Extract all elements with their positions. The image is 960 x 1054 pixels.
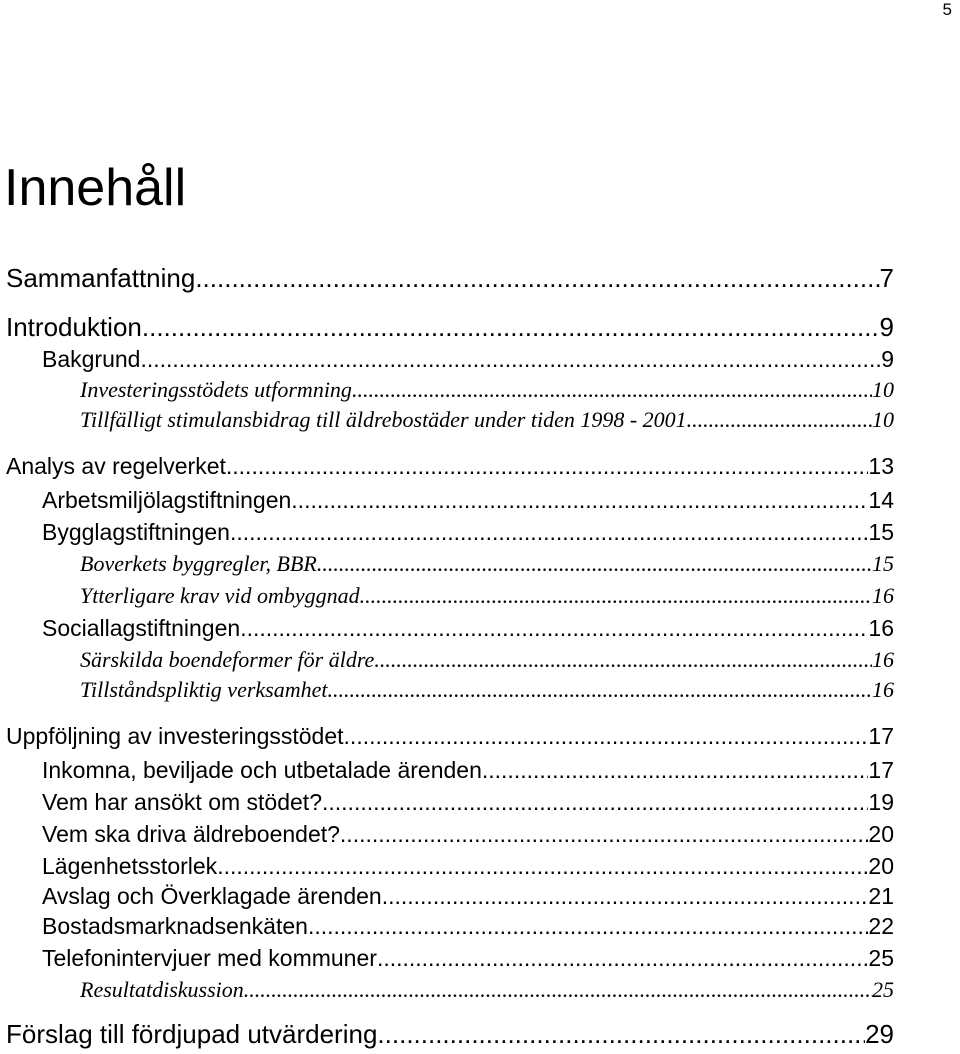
toc-entry[interactable]	[80, 646, 894, 674]
toc-page-number: 20	[868, 853, 894, 879]
toc-entry[interactable]	[80, 550, 894, 578]
toc-page-number: 25	[868, 945, 894, 971]
toc-leader	[374, 646, 872, 674]
toc-entry-label: Uppföljning av investeringsstödet	[6, 723, 344, 749]
toc-page-number: 22	[868, 913, 894, 939]
page-number: 5	[942, 0, 952, 19]
toc-entry-label: Sammanfattning	[6, 263, 196, 293]
toc-entry[interactable]	[42, 820, 894, 848]
toc-leader	[322, 788, 868, 816]
toc-entry[interactable]	[80, 406, 894, 434]
toc-leader	[226, 452, 869, 480]
toc-entry[interactable]	[6, 722, 894, 750]
toc-entry-label: Introduktion	[6, 312, 142, 342]
toc-entry-label: Telefonintervjuer med kommuner	[42, 945, 377, 971]
toc-entry[interactable]	[6, 262, 894, 294]
toc-entry-label: Särskilda boendeformer för äldre	[80, 647, 375, 672]
toc-entry-label: Inkomna, beviljade och utbetalade ärenden	[42, 757, 482, 783]
toc-page-number: 14	[868, 487, 894, 513]
toc-leader	[244, 976, 872, 1004]
toc-page-number: 7	[879, 263, 894, 293]
page-title: Innehåll	[4, 159, 187, 217]
toc-leader	[142, 311, 880, 343]
toc-leader	[217, 852, 868, 880]
toc-entry-label: Förslag till fördjupad utvärdering	[6, 1019, 378, 1049]
toc-leader	[687, 406, 872, 434]
toc-page-number: 15	[872, 551, 894, 576]
toc-page-number: 10	[872, 407, 894, 432]
toc-entry[interactable]	[42, 912, 894, 940]
toc-leader	[382, 882, 869, 910]
toc-entry-label: Vem har ansökt om stödet?	[42, 789, 322, 815]
toc-entry[interactable]	[42, 614, 894, 642]
toc-leader	[291, 486, 868, 514]
toc-entry[interactable]	[42, 882, 894, 910]
toc-leader	[352, 376, 872, 404]
toc-entry-label: Ytterligare krav vid ombyggnad	[80, 583, 360, 608]
toc-entry-label: Investeringsstödets utformning	[80, 377, 352, 402]
toc-leader	[360, 582, 872, 610]
toc-entry[interactable]	[80, 582, 894, 610]
toc-entry[interactable]	[6, 311, 894, 343]
toc-page-number: 10	[872, 377, 894, 402]
toc-entry-label: Boverkets byggregler, BBR	[80, 551, 317, 576]
toc-page-number: 15	[868, 519, 894, 545]
toc-entry-label: Bakgrund	[42, 346, 141, 372]
toc-entry[interactable]	[42, 756, 894, 784]
toc-page-number: 16	[868, 615, 894, 641]
toc-entry-label: Lägenhetsstorlek	[42, 853, 218, 879]
toc-page-number: 19	[868, 789, 894, 815]
toc-leader	[482, 756, 869, 784]
toc-page-number: 13	[868, 453, 894, 479]
toc-leader	[230, 518, 868, 546]
toc-page-number: 9	[881, 346, 894, 372]
toc-leader	[240, 614, 868, 642]
toc-page-number: 16	[872, 647, 894, 672]
toc-leader	[377, 1018, 865, 1050]
toc-page-number: 17	[868, 757, 894, 783]
toc-entry[interactable]	[80, 976, 894, 1004]
toc-entry[interactable]	[42, 944, 894, 972]
toc-page-number: 17	[868, 723, 894, 749]
toc-page-number: 16	[872, 583, 894, 608]
toc-page-number: 16	[872, 677, 894, 702]
toc-leader	[328, 676, 873, 704]
toc-leader	[317, 550, 872, 578]
toc-leader	[344, 722, 869, 750]
toc-leader	[140, 345, 881, 373]
toc-entry[interactable]	[80, 676, 894, 704]
toc-page-number: 9	[879, 312, 894, 342]
toc-entry[interactable]	[6, 1018, 894, 1050]
toc-entry-label: Tillfälligt stimulansbidrag till äldrebostäder under tiden 1998 - 2001	[80, 407, 687, 432]
toc-page-number: 21	[868, 883, 894, 909]
toc-entry-label: Resultatdiskussion	[80, 977, 244, 1002]
toc-entry[interactable]	[80, 376, 894, 404]
toc-entry[interactable]	[6, 452, 894, 480]
toc-page-number: 25	[872, 977, 894, 1002]
toc-entry-label: Sociallagstiftningen	[42, 615, 241, 641]
toc-entry[interactable]	[42, 852, 894, 880]
toc-leader	[195, 262, 879, 294]
toc-entry-label: Arbetsmiljölagstiftningen	[42, 487, 292, 513]
toc-entry-label: Bygglagstiftningen	[42, 519, 230, 545]
toc-entry[interactable]	[42, 486, 894, 514]
toc-entry-label: Vem ska driva äldreboendet?	[42, 821, 340, 847]
toc-page-number: 20	[868, 821, 894, 847]
toc-entry[interactable]	[42, 345, 894, 373]
toc-entry[interactable]	[42, 788, 894, 816]
toc-entry[interactable]	[42, 518, 894, 546]
toc-leader	[340, 820, 868, 848]
toc-entry-label: Bostadsmarknadsenkäten	[42, 913, 308, 939]
toc-entry-label: Analys av regelverket	[6, 453, 226, 479]
toc-page-number: 29	[865, 1019, 894, 1049]
toc-leader	[377, 944, 868, 972]
toc-entry-label: Tillståndspliktig verksamhet	[80, 677, 328, 702]
toc-leader	[308, 912, 868, 940]
toc-entry-label: Avslag och Överklagade ärenden	[42, 883, 382, 909]
